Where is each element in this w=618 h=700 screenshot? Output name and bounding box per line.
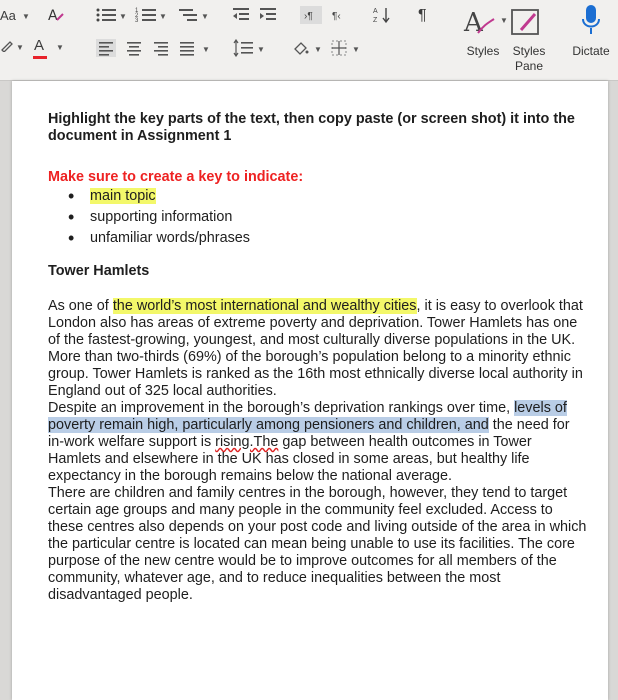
change-case-button[interactable]: Aa (0, 8, 16, 23)
multilevel-list-icon[interactable] (177, 6, 199, 29)
svg-text:3: 3 (135, 18, 139, 24)
borders-icon[interactable] (330, 39, 348, 62)
chevron-down-icon[interactable]: ▼ (16, 43, 24, 52)
font-color-button[interactable]: A (34, 37, 45, 54)
font-color-swatch (33, 56, 47, 59)
list-item: • supporting information (68, 207, 588, 228)
svg-text:A: A (48, 8, 58, 24)
instruction-heading: Highlight the key parts of the text, then copy paste (or screen shot) it into the document in Assignment 1 (48, 111, 575, 144)
chevron-down-icon[interactable]: ▼ (314, 45, 322, 54)
paragraph: There are children and family centres in the borough, however, they tend to target certain age groups and many people in the community feel excluded. Access to these centres also depends on your post code and living outside of the area in which the particular centre is located can mean being unable to use its facilities. The core purpose of the new centre would be to improve outcomes for all members of the community, whatever age, and to reduce inequalities between the most disadvantaged people. (48, 485, 587, 603)
svg-text:A: A (464, 8, 483, 38)
ribbon-toolbar (0, 0, 618, 81)
shading-icon[interactable] (292, 39, 310, 62)
paragraph: Despite an improvement in the borough’s deprivation rankings over time, levels of poverty remain high, particularly among pensioners and children, and the need for in-work welfare support is rising.The gap between health outcomes in Tower Hamlets and elsewhere in the UK has closed in some areas, but healthy life expectancy in the borough remains below the national average. (48, 400, 570, 484)
svg-text:A: A (373, 8, 378, 15)
sort-icon[interactable] (372, 5, 394, 30)
align-right-icon[interactable] (151, 39, 171, 62)
svg-text:›¶: ›¶ (304, 11, 313, 22)
chevron-down-icon[interactable]: ▼ (201, 12, 209, 21)
document-body[interactable] (48, 111, 588, 604)
chevron-down-icon[interactable]: ▼ (119, 12, 127, 21)
svg-text:Z: Z (373, 17, 378, 24)
clear-formatting-icon[interactable] (46, 5, 66, 30)
chevron-down-icon[interactable]: ▼ (352, 45, 360, 54)
svg-text:2: 2 (135, 13, 139, 19)
align-left-icon[interactable] (96, 39, 116, 62)
document-page[interactable] (12, 81, 608, 700)
chevron-down-icon[interactable]: ▼ (56, 43, 64, 52)
increase-indent-icon[interactable] (258, 6, 278, 29)
highlighter-icon[interactable] (0, 38, 14, 57)
key-title: Make sure to create a key to indicate: (48, 169, 304, 185)
list-item: • main topic (68, 186, 588, 207)
rtl-text-icon[interactable] (330, 6, 350, 29)
key-list (48, 186, 588, 249)
ltr-text-icon[interactable] (300, 6, 322, 29)
chevron-down-icon[interactable]: ▼ (159, 12, 167, 21)
chevron-down-icon[interactable]: ▼ (500, 16, 508, 25)
spelling-error[interactable]: rising.The (215, 434, 279, 450)
styles-icon[interactable] (462, 5, 498, 44)
chevron-down-icon[interactable]: ▼ (257, 45, 265, 54)
bullets-icon[interactable] (95, 6, 117, 29)
highlight-main-topic: the world’s most international and wealthy cities (112, 298, 417, 314)
styles-label[interactable]: Styles (466, 44, 500, 58)
show-formatting-button[interactable]: ¶ (418, 7, 427, 24)
decrease-indent-icon[interactable] (231, 6, 251, 29)
line-spacing-icon[interactable] (232, 39, 254, 62)
microphone-icon[interactable] (580, 3, 602, 42)
dictate-label[interactable]: Dictate (572, 44, 610, 58)
justify-icon[interactable] (177, 39, 197, 62)
svg-text:1: 1 (135, 8, 139, 14)
svg-text:¶‹: ¶‹ (332, 11, 341, 22)
styles-pane-label[interactable]: Styles Pane (512, 44, 546, 73)
chevron-down-icon[interactable]: ▼ (202, 45, 210, 54)
body-text (48, 298, 588, 604)
highlight-supporting-info: levels of poverty remain high, particularly among pensioners and children, and (48, 400, 567, 433)
numbering-icon[interactable] (135, 6, 157, 29)
chevron-down-icon[interactable]: ▼ (22, 12, 30, 21)
styles-pane-icon[interactable] (509, 6, 543, 43)
paragraph: As one of the world’s most international and wealthy cities, it is easy to overlook that London also has areas of extreme poverty and deprivation. Tower Hamlets has one of the fastest-growing, youngest, and most culturally diverse populations in the UK. More than two-thirds (69%) of the borough’s population belong to a minority ethnic group. Tower Hamlets is ranked as the 16th most ethnically diverse local authority in England out of 325 local authorities. (48, 298, 583, 399)
align-center-icon[interactable] (124, 39, 144, 62)
list-item: • unfamiliar words/phrases (68, 228, 588, 249)
section-title: Tower Hamlets (48, 263, 150, 279)
